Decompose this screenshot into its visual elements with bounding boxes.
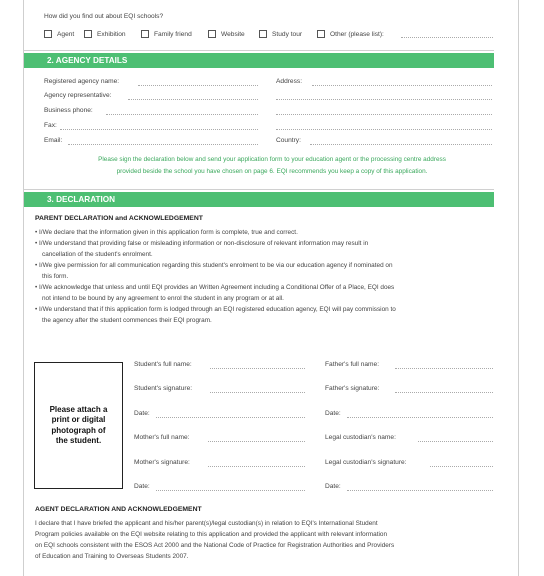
legal-custodian-signature-label: Legal custodian's signature: xyxy=(325,459,407,466)
website-option-label: Website xyxy=(221,31,245,38)
fathers-name-label: Father's full name: xyxy=(325,361,380,368)
declaration-item-continuation: the agency after the student commences their EQI program. xyxy=(42,317,212,324)
agency-note-line-1: Please sign the declaration below and send your application form to your education agent or the processing centre address xyxy=(98,156,446,163)
agent-option-label: Agent xyxy=(57,31,75,38)
agent-declaration-line: I declare that I have briefed the applicant and his/her parent(s)/legal custodian(s) in relation to EQI's International Student xyxy=(35,520,378,527)
email-label: Email: xyxy=(44,137,63,144)
exhibition-option-label: Exhibition xyxy=(97,31,126,38)
address-input-line-2[interactable] xyxy=(276,99,492,100)
legal-custodian-date-input[interactable] xyxy=(347,490,493,491)
declaration-heading: 3. DECLARATION xyxy=(24,192,494,207)
fathers-signature-input[interactable] xyxy=(395,392,493,393)
country-input[interactable] xyxy=(310,144,492,145)
students-signature-input[interactable] xyxy=(210,392,305,393)
other-checkbox[interactable] xyxy=(317,30,325,38)
section-divider xyxy=(24,50,494,51)
country-label: Country: xyxy=(276,137,301,144)
agent-declaration-text xyxy=(35,518,505,562)
other-option-label: Other (please list): xyxy=(330,31,384,38)
study-tour-checkbox[interactable] xyxy=(259,30,267,38)
student-date-label: Date: xyxy=(134,410,150,417)
business-phone-input[interactable] xyxy=(106,114,258,115)
agency-representative-label: Agency representative: xyxy=(44,92,112,99)
declaration-item-continuation: not intend to be bound by any agreement to enrol the student in any program or at all. xyxy=(42,295,284,302)
agent-declaration-line: Program policies available on the EQI website relating to this application and provided the applicant with relevant information xyxy=(35,531,388,538)
address-input-line-3[interactable] xyxy=(276,114,492,115)
agent-declaration-heading: AGENT DECLARATION AND ACKNOWLEDGEMENT xyxy=(35,506,202,513)
find-out-question: How did you find out about EQI schools? xyxy=(44,13,164,20)
declaration-item: • I/We declare that the information given in this application form is complete, true and correct. xyxy=(35,229,298,236)
fathers-signature-label: Father's signature: xyxy=(325,385,380,392)
student-photo-box[interactable] xyxy=(34,362,123,489)
address-input-line-4[interactable] xyxy=(276,129,492,130)
section-divider xyxy=(24,189,494,190)
agent-checkbox[interactable] xyxy=(44,30,52,38)
declaration-item: • I/We acknowledge that unless and until EQI provides an Written Agreement including a Conditional Offer of a Place, EQI does xyxy=(35,284,395,291)
father-date-label: Date: xyxy=(325,410,341,417)
students-name-input[interactable] xyxy=(210,368,305,369)
fax-input[interactable] xyxy=(60,129,258,130)
students-name-label: Student's full name: xyxy=(134,361,192,368)
legal-custodian-date-label: Date: xyxy=(325,483,341,490)
mother-date-label: Date: xyxy=(134,483,150,490)
mothers-signature-label: Mother's signature: xyxy=(134,459,190,466)
registered-agency-label: Registered agency name: xyxy=(44,78,120,85)
father-date-input[interactable] xyxy=(347,417,493,418)
mothers-signature-input[interactable] xyxy=(208,466,305,467)
business-phone-label: Business phone: xyxy=(44,107,93,114)
family-friend-option-label: Family friend xyxy=(154,31,192,38)
student-date-input[interactable] xyxy=(156,417,305,418)
fathers-name-input[interactable] xyxy=(395,368,493,369)
study-tour-option-label: Study tour xyxy=(272,31,303,38)
parent-declaration-list xyxy=(35,227,505,326)
family-friend-checkbox[interactable] xyxy=(141,30,149,38)
mothers-name-input[interactable] xyxy=(208,441,305,442)
legal-custodian-name-input[interactable] xyxy=(418,441,493,442)
photo-instruction: Please attach a print or digital photograph of the student. xyxy=(49,404,108,445)
agency-details-heading: 2. AGENCY DETAILS xyxy=(24,53,494,68)
legal-custodian-signature-input[interactable] xyxy=(430,466,493,467)
students-signature-label: Student's signature: xyxy=(134,385,193,392)
declaration-item-continuation: cancellation of the student's enrolment. xyxy=(42,251,153,258)
agent-declaration-line: of Education and Training to Overseas Students 2007. xyxy=(35,553,189,560)
address-input[interactable] xyxy=(312,85,492,86)
agent-declaration-line: on EQI schools consistent with the ESOS Act 2000 and the National Code of Practice for Registration Authorities and Providers xyxy=(35,542,395,549)
address-label: Address: xyxy=(276,78,303,85)
declaration-item-continuation: this form. xyxy=(42,273,69,280)
agency-representative-input[interactable] xyxy=(128,99,258,100)
mother-date-input[interactable] xyxy=(156,490,305,491)
other-input-line[interactable] xyxy=(401,37,493,38)
mothers-name-label: Mother's full name: xyxy=(134,434,190,441)
parent-declaration-heading: PARENT DECLARATION and ACKNOWLEDGEMENT xyxy=(35,215,203,222)
website-checkbox[interactable] xyxy=(208,30,216,38)
fax-label: Fax: xyxy=(44,122,57,129)
declaration-item: • I/We understand that if this application form is lodged through an EQI registered education agency, EQI will pay commission to xyxy=(35,306,396,313)
exhibition-checkbox[interactable] xyxy=(84,30,92,38)
declaration-item: • I/We understand that providing false or misleading information or non-disclosure of relevant information may result in xyxy=(35,240,369,247)
legal-custodian-name-label: Legal custodian's name: xyxy=(325,434,396,441)
declaration-item: • I/We give permission for all communication regarding this student's enrolment to be via our education agency if nominated on xyxy=(35,262,393,269)
email-input[interactable] xyxy=(68,144,258,145)
registered-agency-input[interactable] xyxy=(138,85,258,86)
agency-note-line-2: provided beside the school you have chosen on page 6. EQI recommends you keep a copy of this application. xyxy=(116,168,428,175)
